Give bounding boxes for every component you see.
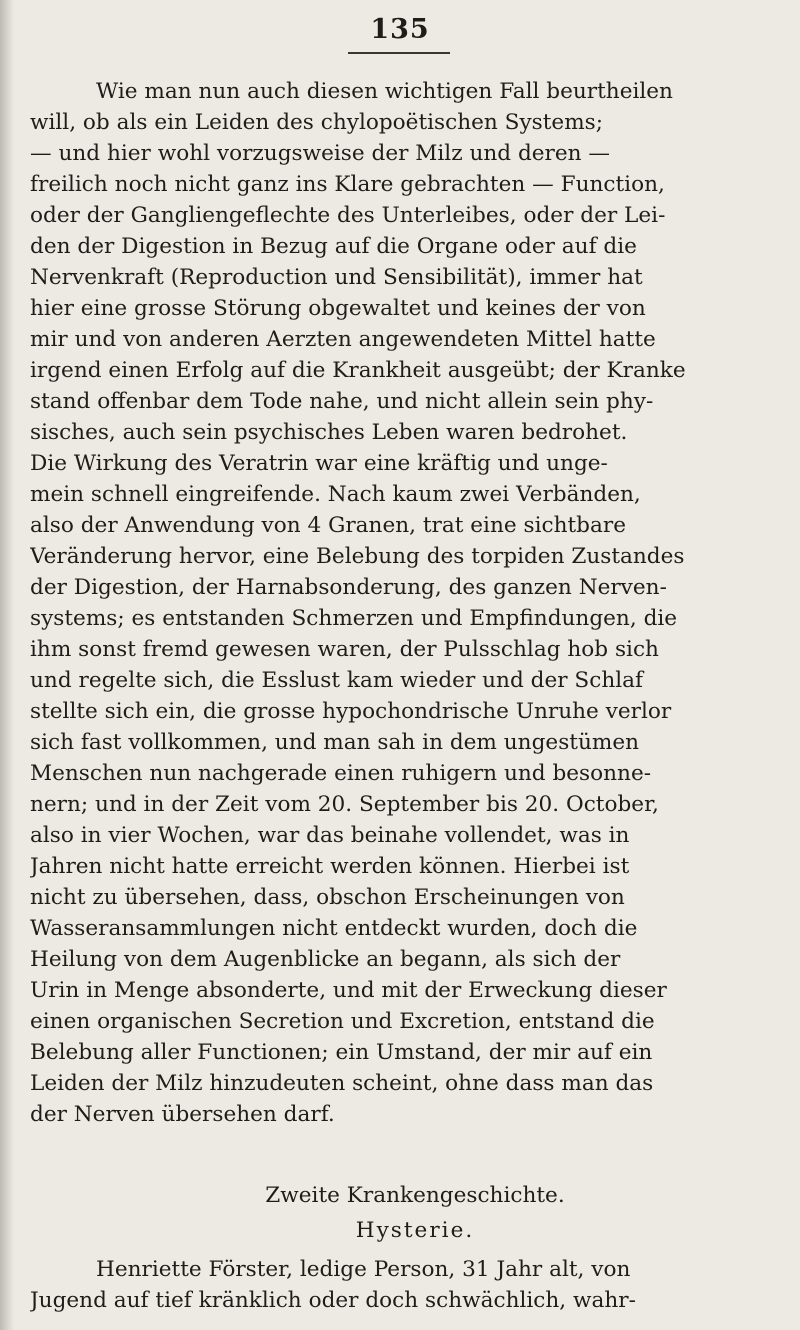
text-line: irgend einen Erfolg auf die Krankheit ausgeübt; der Kranke: [30, 358, 686, 383]
text-line: Urin in Menge absonderte, und mit der Erweckung dieser: [30, 978, 667, 1003]
text-line: will, ob als ein Leiden des chylopoëtischen Systems;: [30, 110, 604, 135]
text-line: hier eine grosse Störung obgewaltet und keines der von: [30, 296, 646, 321]
text-line: Jahren nicht hatte erreicht werden können. Hierbei ist: [30, 854, 630, 879]
text-line: freilich noch nicht ganz ins Klare gebrachten — Function,: [30, 172, 665, 197]
text-line: der Digestion, der Harnabsonderung, des ganzen Nerven-: [30, 575, 667, 600]
text-line: Wasseransammlungen nicht entdeckt wurden, doch die: [30, 916, 638, 941]
text-line: Die Wirkung des Veratrin war eine kräftig und unge-: [30, 451, 608, 476]
text-line: sisches, auch sein psychisches Leben waren bedrohet.: [30, 420, 628, 445]
text-line: stand offenbar dem Tode nahe, und nicht allein sein phy-: [30, 389, 654, 414]
text-line: Menschen nun nachgerade einen ruhigern und besonne-: [30, 761, 652, 786]
text-line: und regelte sich, die Esslust kam wieder und der Schlaf: [30, 668, 643, 693]
body-paragraph: [30, 76, 790, 1130]
next-paragraph: [30, 1254, 790, 1316]
section-subtitle: Hysterie.: [355, 1218, 475, 1243]
text-line: mir und von anderen Aerzten angewendeten Mittel hatte: [30, 327, 656, 352]
text-line: oder der Gangliengeflechte des Unterleibes, oder der Lei-: [30, 203, 666, 228]
text-line: Veränderung hervor, eine Belebung des torpiden Zustandes: [30, 544, 685, 569]
text-line: also der Anwendung von 4 Granen, trat eine sichtbare: [30, 513, 626, 538]
text-line: einen organischen Secretion und Excretion, entstand die: [30, 1009, 655, 1034]
text-line: also in vier Wochen, war das beinahe vollendet, was in: [30, 823, 630, 848]
page-number: 135: [370, 14, 430, 45]
page-number-underline: [348, 52, 450, 54]
text-line: stellte sich ein, die grosse hypochondrische Unruhe verlor: [30, 699, 672, 724]
text-line: Henriette Förster, ledige Person, 31 Jahr alt, von: [96, 1257, 631, 1282]
text-line: — und hier wohl vorzugsweise der Milz und deren —: [30, 141, 611, 166]
text-line: Belebung aller Functionen; ein Umstand, der mir auf ein: [30, 1040, 653, 1065]
text-line: nicht zu übersehen, dass, obschon Erscheinungen von: [30, 885, 625, 910]
text-line: Nervenkraft (Reproduction und Sensibilität), immer hat: [30, 265, 643, 290]
text-line: nern; und in der Zeit vom 20. September bis 20. October,: [30, 792, 659, 817]
text-line: Wie man nun auch diesen wichtigen Fall beurtheilen: [96, 79, 673, 104]
text-line: Leiden der Milz hinzudeuten scheint, ohne dass man das: [30, 1071, 654, 1096]
text-line: der Nerven übersehen darf.: [30, 1102, 335, 1127]
text-line: sich fast vollkommen, und man sah in dem ungestümen: [30, 730, 640, 755]
section-title: Zweite Krankengeschichte.: [265, 1183, 565, 1208]
text-line: systems; es entstanden Schmerzen und Empfindungen, die: [30, 606, 678, 631]
text-line: ihm sonst fremd gewesen waren, der Pulsschlag hob sich: [30, 637, 659, 662]
book-gutter-shadow: [0, 0, 14, 1330]
text-line: den der Digestion in Bezug auf die Organe oder auf die: [30, 234, 637, 259]
text-line: mein schnell eingreifende. Nach kaum zwei Verbänden,: [30, 482, 641, 507]
text-line: Jugend auf tief kränklich oder doch schwächlich, wahr-: [30, 1288, 636, 1313]
text-line: Heilung von dem Augenblicke an begann, als sich der: [30, 947, 621, 972]
